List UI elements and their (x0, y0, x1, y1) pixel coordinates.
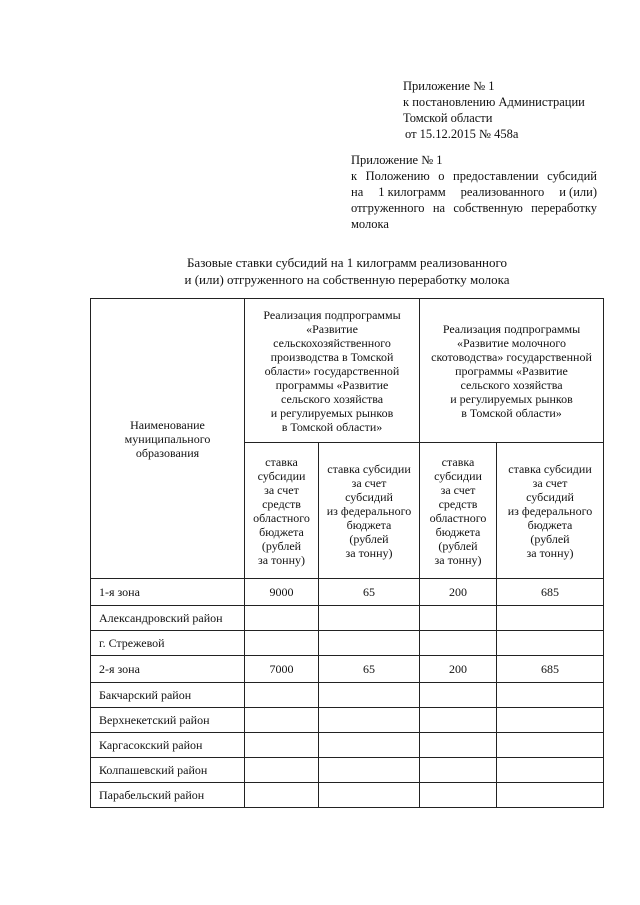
federal-rate-cell-1: 65 (319, 579, 420, 606)
regional-rate-cell-2 (420, 783, 497, 808)
header-line: областного (253, 510, 310, 525)
header-line: «Развитие молочного (456, 335, 566, 350)
regional-rate-cell-2 (420, 733, 497, 758)
header-line: за счет (440, 482, 476, 497)
header-line: за счет (264, 482, 299, 497)
municipality-cell: 1-я зона (91, 579, 245, 606)
header-line: ставка субсидии (508, 461, 592, 476)
appendix-2-line: Приложение № 1 (351, 153, 443, 167)
regional-rate-cell-1 (245, 708, 319, 733)
word: и (или) (559, 185, 597, 199)
table-row (91, 579, 604, 606)
header-line: из федерального (326, 503, 412, 518)
regional-rate-cell-2 (420, 708, 497, 733)
municipality-cell: Каргасокский район (91, 733, 245, 758)
regional-rate-cell-1 (245, 783, 319, 808)
subheader-federal-rate-2 (497, 443, 604, 579)
municipality-cell: Парабельский район (91, 783, 245, 808)
table-row (91, 606, 604, 631)
subheader-federal-rate-1 (319, 443, 420, 579)
header-line: муниципального (124, 431, 211, 446)
federal-rate-cell-2 (497, 606, 604, 631)
appendix-1-header (403, 78, 585, 142)
word: субсидий (547, 169, 597, 183)
regional-rate-cell-2 (420, 631, 497, 656)
word: на (351, 185, 364, 199)
federal-rate-cell-2: 685 (497, 656, 604, 683)
header-line: ставка субсидии (327, 461, 411, 476)
regional-rate-cell-1 (245, 758, 319, 783)
word: переработку (531, 201, 597, 215)
document-title (92, 254, 602, 288)
regional-rate-cell-2 (420, 683, 497, 708)
group-header-agriculture-subprogram (245, 299, 420, 443)
header-line: производства в Томской (270, 349, 394, 364)
federal-rate-cell-2 (497, 631, 604, 656)
header-line: области» государственной (264, 363, 400, 378)
federal-rate-cell-1 (319, 683, 420, 708)
subheader-regional-rate-2 (420, 443, 497, 579)
header-line: областного (429, 510, 487, 525)
word: к (351, 169, 358, 183)
header-line: за тонну) (434, 552, 482, 567)
federal-rate-cell-2 (497, 758, 604, 783)
header-line: бюджета (346, 517, 392, 532)
appendix-1-line: Томской области (403, 111, 493, 125)
header-line: в Томской области» (281, 419, 383, 434)
group-header-dairy-subprogram (420, 299, 604, 443)
federal-rate-cell-1 (319, 733, 420, 758)
federal-rate-cell-1 (319, 708, 420, 733)
regional-rate-cell-1 (245, 733, 319, 758)
header-line: бюджета (259, 524, 304, 539)
table-row (91, 631, 604, 656)
municipality-cell: Бакчарский район (91, 683, 245, 708)
header-line: сельского хозяйства (460, 377, 563, 392)
table-row (91, 783, 604, 808)
federal-rate-cell-1: 65 (319, 656, 420, 683)
subsidy-rates-table (90, 298, 604, 808)
word: Положению (365, 169, 430, 183)
federal-rate-cell-2 (497, 683, 604, 708)
header-line: (рублей (438, 538, 478, 553)
header-line: бюджета (435, 524, 481, 539)
appendix-2-header (351, 152, 597, 232)
table-row (91, 733, 604, 758)
table-row (91, 758, 604, 783)
header-line: программы «Развитие (275, 377, 389, 392)
header-line: за тонну) (345, 545, 393, 560)
appendix-1-line: от 15.12.2015 № 458а (405, 127, 519, 141)
header-line: ставка (441, 454, 475, 469)
municipality-cell: Колпашевский район (91, 758, 245, 783)
header-line: образования (135, 445, 200, 460)
word: предоставлении (453, 169, 539, 183)
regional-rate-cell-1 (245, 606, 319, 631)
header-line: ставка (265, 454, 298, 469)
word: 1 килограмм (378, 185, 446, 199)
header-line: «Развитие (306, 321, 358, 336)
table-row (91, 656, 604, 683)
word: на (432, 201, 446, 215)
municipality-cell: Александровский район (91, 606, 245, 631)
word: отгруженного (351, 201, 425, 215)
table-row (91, 708, 604, 733)
federal-rate-cell-1 (319, 606, 420, 631)
header-line: Реализация подпрограммы (442, 321, 581, 336)
regional-rate-cell-1 (245, 631, 319, 656)
header-line: средств (262, 496, 301, 511)
federal-rate-cell-2 (497, 783, 604, 808)
municipality-cell: 2-я зона (91, 656, 245, 683)
appendix-2-line (351, 184, 597, 200)
table-row (91, 683, 604, 708)
header-line: субсидий (526, 489, 574, 504)
subheader-regional-rate-1 (245, 443, 319, 579)
header-line: в Томской области» (461, 405, 562, 420)
header-line: субсидии (434, 468, 482, 483)
header-line: субсидий (345, 489, 393, 504)
appendix-2-line (351, 168, 597, 184)
appendix-1-line: Приложение № 1 (403, 79, 495, 93)
header-line: бюджета (527, 517, 573, 532)
federal-rate-cell-2 (497, 708, 604, 733)
header-line: субсидии (257, 468, 306, 483)
header-line: (рублей (530, 531, 570, 546)
appendix-2-line (351, 200, 597, 216)
header-line: и регулируемых рынков (270, 405, 394, 420)
header-line: средств (438, 496, 478, 511)
header-line: за тонну) (258, 552, 305, 567)
title-line: и (или) отгруженного на собственную переработку молока (184, 272, 510, 287)
federal-rate-cell-1 (319, 783, 420, 808)
title-line: Базовые ставки субсидий на 1 килограмм реализованного (186, 255, 508, 270)
regional-rate-cell-2: 200 (420, 579, 497, 606)
header-line: за счет (532, 475, 568, 490)
regional-rate-cell-1 (245, 683, 319, 708)
header-line: Реализация подпрограммы (263, 307, 401, 322)
header-line: за счет (351, 475, 387, 490)
header-line: сельскохозяйственного (273, 335, 391, 350)
municipality-cell: Верхнекетский район (91, 708, 245, 733)
header-line: программы «Развитие (455, 363, 568, 378)
regional-rate-cell-2 (420, 758, 497, 783)
header-line: Наименование (130, 417, 205, 432)
header-line: сельского хозяйства (280, 391, 384, 406)
header-line: и регулируемых рынков (450, 391, 573, 406)
federal-rate-cell-2 (497, 733, 604, 758)
header-line: скотоводства» государственной (431, 349, 592, 364)
word: реализованного (460, 185, 545, 199)
regional-rate-cell-2: 200 (420, 656, 497, 683)
header-line: за тонну) (526, 545, 574, 560)
federal-rate-cell-2: 685 (497, 579, 604, 606)
regional-rate-cell-1: 9000 (245, 579, 319, 606)
column-header-municipality (91, 299, 245, 579)
municipality-cell: г. Стрежевой (91, 631, 245, 656)
header-line: (рублей (349, 531, 389, 546)
header-line: (рублей (261, 538, 302, 553)
regional-rate-cell-1: 7000 (245, 656, 319, 683)
word: о (438, 169, 445, 183)
header-line: из федерального (507, 503, 593, 518)
federal-rate-cell-1 (319, 758, 420, 783)
appendix-2-line: молока (351, 217, 389, 231)
regional-rate-cell-2 (420, 606, 497, 631)
word: собственную (453, 201, 523, 215)
appendix-1-line: к постановлению Администрации (403, 95, 585, 109)
federal-rate-cell-1 (319, 631, 420, 656)
